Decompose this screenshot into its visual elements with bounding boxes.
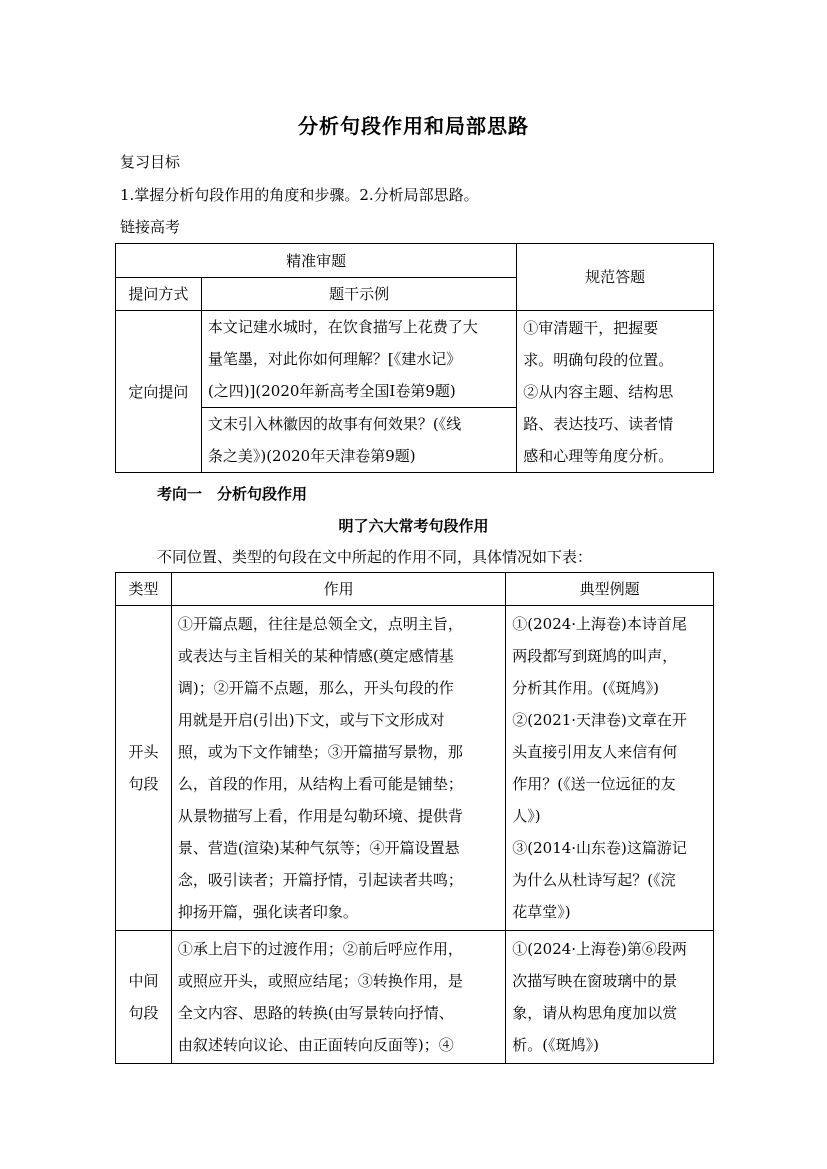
row2-effect-line: 由叙述转向议论、由正面转向反面等)；④	[177, 1036, 454, 1054]
review-goal-text: 1.掌握分析句段作用的角度和步骤。2.分析局部思路。	[120, 186, 479, 204]
row1-effect-line: 景、营造(渲染)某种气氛等；④开篇设置悬	[177, 839, 460, 857]
example1-line: 量笔墨，对此你如何理解？[《建水记》	[207, 350, 462, 368]
row1-effect-line: 调)；②开篇不点题，那么，开头句段的作	[177, 679, 454, 697]
row1-example-line: 为什么从杜诗写起？(《浣	[512, 871, 676, 889]
row1-example-line: ①(2024·上海卷)本诗首尾	[512, 615, 687, 633]
row1-effect-line: ①开篇点题，往往是总领全文，点明主旨，	[177, 615, 463, 633]
row1-example-line: 头直接引用友人来信有何	[512, 743, 678, 761]
gaokao-table	[115, 243, 714, 473]
answer-line: 路、表达技巧、读者情	[523, 414, 674, 433]
row1-effect-line: 从景物描写上看，作用是勾勒环境、提供背	[177, 807, 463, 825]
row-method: 定向提问	[116, 311, 202, 473]
row1-example-line: ③(2014·山东卷)这篇游记	[512, 839, 687, 857]
header-precise: 精准审题	[116, 244, 517, 278]
intro-text: 不同位置、类型的句段在文中所起的作用不同，具体情况如下表：	[157, 548, 593, 566]
answer-line: 感和心理等角度分析。	[523, 446, 674, 465]
row2-type	[116, 931, 172, 1064]
row2-effect-line: 或照应开头，或照应结尾；③转换作用，是	[177, 972, 463, 990]
center-head: 明了六大常考句段作用	[338, 517, 489, 535]
row1-type-line: 句段	[128, 775, 159, 793]
example2-line: 条之美》)(2020年天津卷第9题)	[207, 447, 416, 465]
row2-effect-line: 全文内容、思路的转换(由写景转向抒情、	[177, 1004, 454, 1022]
col-effect: 作用	[171, 573, 505, 606]
effect-table	[115, 572, 714, 1064]
col-type: 类型	[116, 573, 172, 606]
row2-effect-line: ①承上启下的过渡作用；②前后呼应作用，	[177, 940, 463, 958]
example1-line: 本文记建水城时，在饮食描写上花费了大	[207, 318, 478, 336]
row1-type	[116, 606, 172, 931]
row2-type-line: 中间	[128, 972, 159, 990]
row1-example-line: 两段都写到斑鸠的叫声，	[512, 647, 678, 665]
example1-line: (之四)](2020年新高考全国Ⅰ卷第9题)	[207, 382, 456, 400]
header-answer: 规范答题	[517, 244, 714, 311]
row2-effect	[171, 931, 505, 1064]
example2-line: 文末引入林徽因的故事有何效果？(《线	[207, 415, 462, 433]
row1-effect-line: 或表达与主旨相关的某种情感(奠定感情基	[177, 647, 454, 665]
link-label: 链接高考	[120, 218, 181, 236]
row2-example-line: 次描写映在窗玻璃中的景	[512, 972, 678, 990]
row1-type-line: 开头	[128, 743, 159, 761]
row1-example	[506, 606, 714, 931]
section-head: 考向一 分析句段作用	[157, 485, 308, 503]
row1-effect-line: 用就是开启(引出)下文，或与下文形成对	[177, 711, 445, 729]
row1-effect-line: 照，或为下文作铺垫；③开篇描写景物，那	[177, 743, 463, 761]
row2-example-line: 象，请从构思角度加以赏	[512, 1004, 678, 1022]
page-title: 分析句段作用和局部思路	[298, 114, 529, 138]
answer-line: ②从内容主题、结构思	[523, 382, 674, 401]
row2-type-line: 句段	[128, 1004, 159, 1022]
row2-example-line: ①(2024·上海卷)第⑥段两	[512, 940, 687, 958]
row1-effect-line: 么，首段的作用，从结构上看可能是铺垫；	[177, 775, 463, 793]
row1-example-line: 花草堂》)	[512, 903, 571, 921]
review-goal-label: 复习目标	[120, 153, 181, 171]
row1-example-line: ②(2021·天津卷)文章在开	[512, 711, 687, 729]
col-method: 提问方式	[116, 278, 202, 311]
row1-effect-line: 念，吸引读者；开篇抒情，引起读者共鸣；	[177, 871, 463, 889]
row2-example	[506, 931, 714, 1064]
row1-example-line: 作用？(《送一位远征的友	[512, 775, 676, 793]
answer-line: ①审清题干，把握要	[523, 318, 659, 337]
example-cell-1	[201, 311, 516, 408]
row1-effect-line: 抑扬开篇，强化读者印象。	[177, 903, 358, 921]
col-typical-example: 典型例题	[506, 573, 714, 606]
example-cell-2	[201, 408, 516, 473]
answer-line: 求。明确句段的位置。	[523, 350, 674, 369]
col-example: 题干示例	[201, 278, 516, 311]
answer-cell	[517, 311, 714, 473]
row1-effect	[171, 606, 505, 931]
row1-example-line: 分析其作用。(《斑鸠》)	[512, 679, 659, 697]
row2-example-line: 析。(《斑鸠》)	[512, 1036, 599, 1054]
row1-example-line: 人》)	[512, 807, 541, 825]
